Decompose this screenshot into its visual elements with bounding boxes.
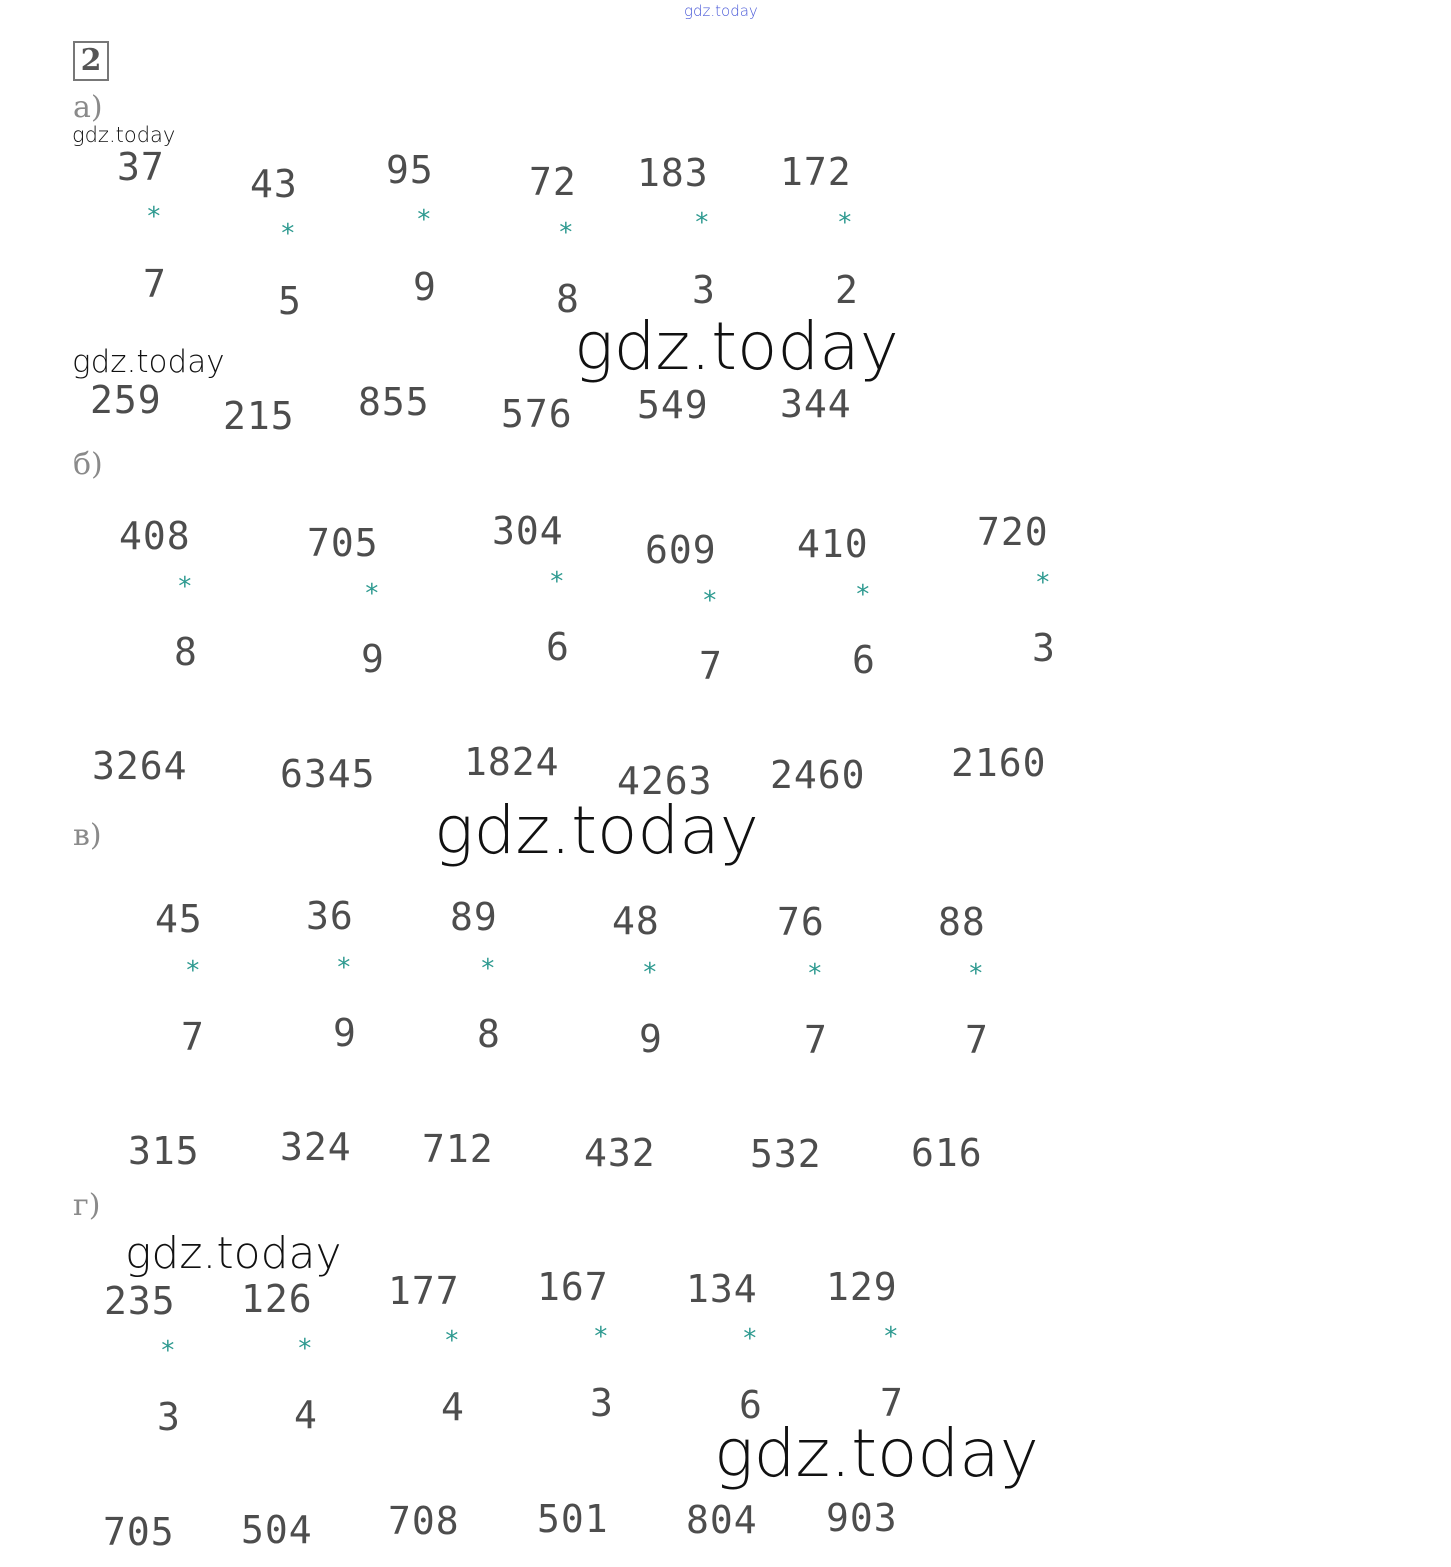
multiplicand: 36 [306, 894, 354, 938]
multiply-sign: * [297, 1334, 313, 1364]
multiplier: 5 [278, 279, 302, 323]
multiply-sign: * [702, 586, 718, 616]
multiplicand: 177 [388, 1269, 460, 1313]
multiplicand: 76 [777, 900, 825, 944]
multiply-sign: * [177, 572, 193, 602]
product: 804 [686, 1498, 758, 1542]
multiplicand: 167 [537, 1265, 609, 1309]
multiplier: 4 [441, 1385, 465, 1429]
watermark-top: gdz.today [684, 2, 758, 20]
product: 501 [537, 1497, 609, 1541]
multiplicand: 235 [104, 1279, 176, 1323]
product: 3264 [92, 744, 188, 788]
product: 315 [128, 1129, 200, 1173]
multiplicand: 720 [977, 510, 1049, 554]
multiplicand: 609 [645, 528, 717, 572]
product: 855 [358, 380, 430, 424]
multiply-sign: * [146, 202, 162, 232]
product: 2460 [770, 753, 866, 797]
multiplier: 8 [174, 630, 198, 674]
multiplicand: 89 [450, 895, 498, 939]
product: 532 [750, 1132, 822, 1176]
product: 344 [780, 382, 852, 426]
product: 1824 [464, 740, 560, 784]
product: 576 [501, 392, 573, 436]
multiplier: 6 [852, 638, 876, 682]
section-label-b: б) [73, 447, 103, 482]
multiplier: 8 [556, 277, 580, 321]
multiplier: 9 [361, 637, 385, 681]
multiply-sign: * [694, 208, 710, 238]
multiplicand: 408 [119, 514, 191, 558]
product: 549 [637, 383, 709, 427]
product: 432 [584, 1131, 656, 1175]
multiply-sign: * [558, 218, 574, 248]
multiply-sign: * [837, 208, 853, 238]
multiplier: 7 [804, 1018, 828, 1062]
product: 903 [826, 1496, 898, 1540]
product: 705 [103, 1510, 175, 1554]
multiplier: 7 [699, 644, 723, 688]
multiplicand: 705 [307, 521, 379, 565]
multiply-sign: * [416, 205, 432, 235]
multiply-sign: * [883, 1322, 899, 1352]
product: 616 [911, 1131, 983, 1175]
watermark-large-3: gdz.today [714, 1415, 1039, 1492]
watermark-large-2: gdz.today [434, 792, 759, 869]
multiplier: 4 [294, 1393, 318, 1437]
multiply-sign: * [185, 956, 201, 986]
multiplier: 6 [546, 625, 570, 669]
multiply-sign: * [364, 579, 380, 609]
multiplicand: 72 [529, 160, 577, 204]
product: 708 [388, 1499, 460, 1543]
multiply-sign: * [855, 580, 871, 610]
multiplicand: 172 [780, 150, 852, 194]
watermark-a2: gdz.today [72, 344, 225, 380]
multiplicand: 129 [826, 1265, 898, 1309]
multiplicand: 304 [492, 509, 564, 553]
product: 259 [90, 378, 162, 422]
multiplicand: 126 [241, 1277, 313, 1321]
multiplicand: 48 [612, 899, 660, 943]
multiplicand: 134 [686, 1267, 758, 1311]
multiplicand: 45 [155, 897, 203, 941]
product: 712 [422, 1127, 494, 1171]
product: 215 [223, 394, 295, 438]
multiplier: 3 [590, 1381, 614, 1425]
product: 4263 [617, 759, 713, 803]
multiply-sign: * [593, 1322, 609, 1352]
multiply-sign: * [642, 958, 658, 988]
product: 504 [241, 1508, 313, 1552]
multiply-sign: * [444, 1326, 460, 1356]
watermark-g: gdz.today [125, 1228, 342, 1279]
multiply-sign: * [480, 954, 496, 984]
task-number-box: 2 [73, 41, 109, 81]
multiplier: 7 [880, 1381, 904, 1425]
multiply-sign: * [968, 959, 984, 989]
section-label-g: г) [73, 1188, 101, 1223]
multiplier: 6 [739, 1383, 763, 1427]
multiply-sign: * [807, 959, 823, 989]
multiply-sign: * [742, 1324, 758, 1354]
multiplier: 7 [965, 1018, 989, 1062]
watermark-large-1: gdz.today [574, 308, 899, 385]
watermark-a: gdz.today [72, 123, 176, 147]
multiplier: 9 [333, 1011, 357, 1055]
product: 324 [280, 1125, 352, 1169]
multiplicand: 183 [637, 151, 709, 195]
multiplier: 8 [477, 1012, 501, 1056]
multiply-sign: * [549, 567, 565, 597]
multiply-sign: * [1035, 568, 1051, 598]
multiplicand: 88 [938, 900, 986, 944]
multiplier: 9 [639, 1017, 663, 1061]
product: 6345 [280, 752, 376, 796]
multiplicand: 43 [250, 162, 298, 206]
multiplier: 9 [413, 265, 437, 309]
multiply-sign: * [280, 219, 296, 249]
multiplier: 3 [157, 1395, 181, 1439]
multiplier: 7 [143, 262, 167, 306]
multiplicand: 37 [117, 145, 165, 189]
multiplicand: 95 [386, 148, 434, 192]
section-label-v: в) [73, 818, 102, 853]
multiply-sign: * [336, 953, 352, 983]
multiply-sign: * [160, 1336, 176, 1366]
multiplier: 2 [835, 268, 859, 312]
multiplier: 3 [1032, 626, 1056, 670]
multiplier: 7 [181, 1015, 205, 1059]
multiplier: 3 [692, 268, 716, 312]
product: 2160 [951, 741, 1047, 785]
section-label-a: а) [73, 90, 103, 125]
multiplicand: 410 [797, 522, 869, 566]
